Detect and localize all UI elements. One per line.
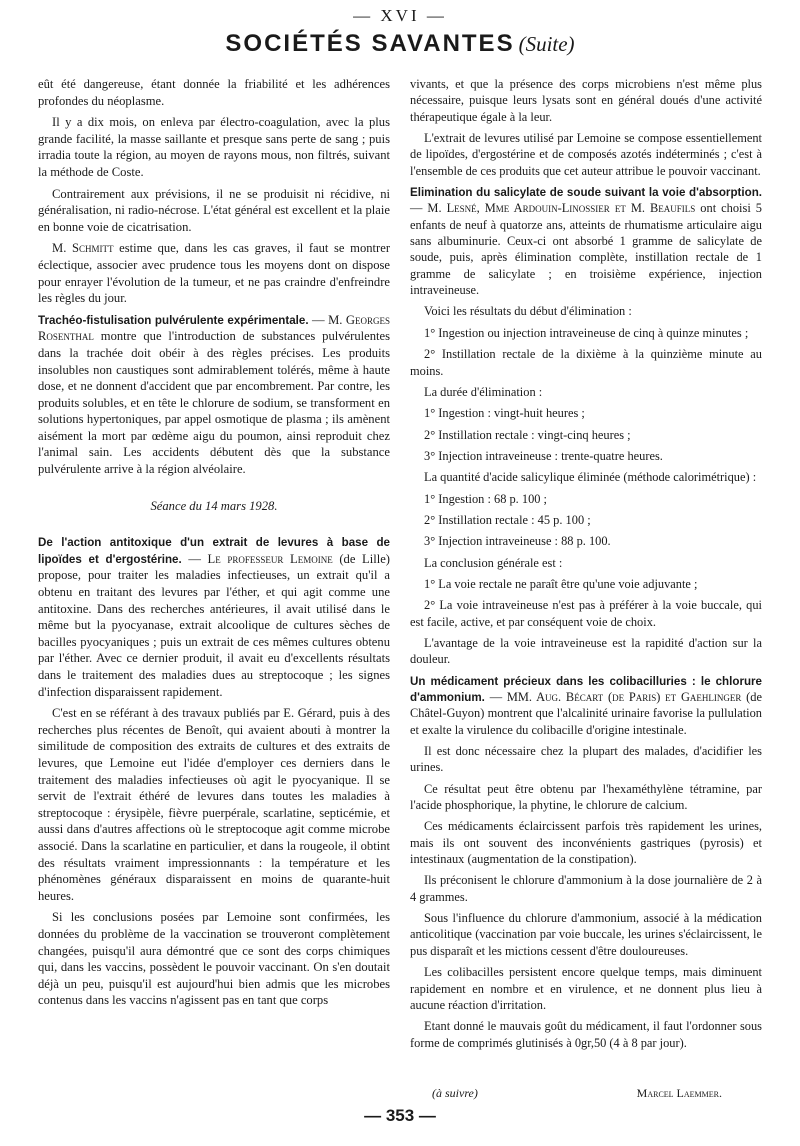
list-item: La durée d'élimination :	[424, 384, 543, 399]
article-author: — M. Lesné, Mme Ardouin-Linossier et M. Beaufils	[410, 201, 696, 216]
session-date: Séance du 14 mars 1928.	[150, 498, 278, 513]
paragraph: Ils préconisent le chlorure d'ammonium à la dose journalière de 2 à 4 grammes.	[410, 873, 762, 904]
list-item: 1° Ingestion : 68 p. 100 ;	[424, 491, 548, 506]
article-title: De l'action antitoxique d'un extrait de levures à base de lipoïdes et d'ergostérine.	[38, 536, 390, 566]
article-text: montre que l'introduction de substances pulvérulentes dans la trachée doit obéir à des règles précises. Les produits insolubles non caustiques sont admirablement tolérés, même à haute dose, et ne donnent d'accident que par encombrement. Par contre, les produits solubles, et en tête le chlorure de sodium, se transforment en solutions hypertoniques, par appel osmotique de plasma ; ils amènent aisément la mort par œdème aigu du poumon, ainsi reproduit chez l'animal sain. Les accidents débutent dès que la substance pulvérulente arrive à la région alvéolaire.	[38, 329, 390, 477]
paragraph: Ce résultat peut être obtenu par l'hexaméthylène tétramine, par l'acide phosphorique, la phytine, le chlorure de calcium.	[410, 781, 762, 813]
paragraph: L'extrait de levures utilisé par Lemoine se compose essentiellement de lipoïdes, d'ergostérine et de composés azotés indéterminés ; c'est à l'ensemble de ces produits que cet auteur attribue le pouvoir vaccinant.	[410, 131, 762, 178]
signature-line	[410, 1086, 762, 1101]
list-item: 2° Instillation rectale : vingt-cinq heures ;	[424, 427, 631, 442]
paragraph: Les colibacilles persistent encore quelque temps, mais diminuent rapidement en nombre et en virulence, et ne donnent plus lieu à aucune réaction d'irritation.	[410, 965, 762, 1012]
article-author: — M. Georges Rosenthal	[38, 312, 390, 344]
page-header	[0, 30, 800, 58]
list-item: 3° Injection intraveineuse : trente-quatre heures.	[424, 448, 663, 463]
list-item: 2° Instillation rectale de la dixième à la quinzième minute au moins.	[410, 347, 762, 378]
paragraph: Si les conclusions posées par Lemoine sont confirmées, les données du problème de la vaccination se trouveront complètement changées, puisqu'il aura démontré que ce sont des corps chimiques qui, dans les vaccins, possèdent le pouvoir vaccinant. On s'en doutait déjà un peu, puisqu'il est aujourd'hui bien admis que les microbes contenus dans les vaccins n'agissent pas en tant que corps	[38, 910, 390, 1008]
page-number: — 353 —	[364, 1106, 436, 1125]
article-title: Elimination du salicylate de soude suivant la voie d'absorption.	[410, 186, 762, 200]
paragraph: eût été dangereuse, étant donnée la friabilité et les adhérences profondes du néoplasme.	[38, 77, 390, 108]
to-be-continued: (à suivre)	[432, 1086, 478, 1100]
article-author: — MM. Aug. Bécart (de Paris) et Gaehlinger	[484, 690, 742, 704]
list-item: La quantité d'acide salicylique éliminée (méthode calorimétrique) :	[424, 470, 757, 485]
article-text: (de Lille) propose, pour traiter les maladies infectieuses, un extrait qu'il a obtenu en traitant des levures par l'éther, et qui agit comme une antitoxine. Dans des recherches antérieures, il avait utilisé dans le même but la pyocyanase, extrait alcoolique de cultures sèches de bacilles pyocyaniques ; puis un extrait de ces mêmes cultures obtenu par l'éther. Avec ce dernier produit, il avait eu d'excellents résultats dans le traitement des maladies dues au streptocoque ; les signes d'infection disparaissent rapidement.	[38, 551, 390, 699]
article-title: Un médicament précieux dans les colibacilluries : le chlorure d'ammonium.	[410, 674, 762, 704]
article-title: Trachéo-fistulisation pulvérulente expérimentale.	[38, 313, 309, 327]
list-item: La conclusion générale est :	[424, 555, 563, 570]
paragraph: Voici les résultats du début d'élimination :	[424, 304, 632, 319]
left-column	[38, 76, 390, 1014]
list-item: 1° Ingestion : vingt-huit heures ;	[424, 406, 585, 421]
paragraph: Il y a dix mois, on enleva par électro-coagulation, avec la plus grande facilité, la masse saillante et presque sans perte de sang ; puis irradia toute la région, au moyen de rayons mous, non filtrés, suivant la méthode de Coste.	[38, 115, 390, 179]
article-author: — Le professeur Lemoine	[181, 551, 333, 566]
list-item: 2° La voie intraveineuse n'est pas à préférer à la voie buccale, qui est facile, active, et par conséquent voie de choix.	[410, 598, 762, 629]
paragraph: Ces médicaments éclaircissent parfois très rapidement les urines, mais ils ont souvent des inconvénients gastriques (pyrosis) et intestinaux (augmentation de la constipation).	[410, 819, 762, 867]
paragraph: L'avantage de la voie intraveineuse est la rapidité d'action sur la douleur.	[410, 635, 762, 667]
paragraph: Contrairement aux prévisions, il ne se produisit ni récidive, ni généralisation, ni radio-nécrose. L'état général est excellent et la plaie en bonne voie de cicatrisation.	[38, 186, 390, 234]
article-signature: Marcel Laemmer.	[636, 1086, 722, 1100]
article-text: (de Châtel-Guyon) montrent que l'alcalinité urinaire favorise la pullulation et exalte la virulence du colibacille d'origine intestinale.	[410, 690, 762, 737]
right-column	[410, 76, 762, 1056]
paragraph-text: estime que, dans les cas graves, il faut se montrer éclectique, associer avec prudence tous les moyens dont on dispose pour enrayer l'évolution de la tumeur, et ne pas craindre d'enfreindre les règles du jour.	[38, 241, 391, 306]
article-text: ont choisi 5 enfants de neuf à quatorze ans, atteints de rhumatisme articulaire aigu sans albuminurie. Ceux-ci ont absorbé 1 gramme de salicylate de soude, puis, après élimination complète, instillation rectale de 1 gramme de salicylate ; en troisième expérience, injection intraveineuse.	[410, 201, 762, 298]
list-item: 1° Ingestion ou injection intraveineuse de cinq à quinze minutes ;	[424, 325, 749, 340]
section-subtitle: (Suite)	[518, 32, 575, 56]
list-item: 3° Injection intraveineuse : 88 p. 100.	[424, 534, 611, 549]
list-item: 1° La voie rectale ne paraît être qu'une voie adjuvante ;	[424, 576, 698, 591]
paragraph: Sous l'influence du chlorure d'ammonium, associé à la médication anticolitique (vaccination par voie buccale, les urines s'éclaircissent, le pus disparaît et les mictions cessent d'être douloureuses.	[410, 911, 762, 958]
section-title: SOCIÉTÉS SAVANTES	[225, 30, 515, 57]
author-name: M. Schmitt	[52, 241, 114, 256]
folio: — XVI —	[353, 6, 447, 25]
paragraph: vivants, et que la présence des corps microbiens n'est même plus nécessaire, puisque leurs lysats sont en général doués d'une activité thérapeutique égale à la leur.	[410, 77, 762, 124]
paragraph: C'est en se référant à des travaux publiés par E. Gérard, puis à des recherches plus récentes de Benoît, qui avaient abouti à montrer la similitude de composition des extraits de cultures et des extraits de levures, que Lemoine eut l'idée d'employer ces derniers dans le traitement des maladies infectieuses où agit le pyocyanique. Il se servit de l'extrait éthéré de levures dans toutes les maladies à streptocoque : érysipèle, fièvre puerpérale, scarlatine, septicémie, et aussi dans d'autres affections où le streptocoque agit comme microbe associé. Dans la scarlatine en particulier, et dans la rougeole, il obtint des résultats vraiment impressionnants : la température et les phénomènes généraux disparaissent en moins de quarante-huit heures.	[38, 706, 390, 903]
paragraph	[38, 240, 390, 306]
paragraph: Etant donné le mauvais goût du médicament, il faut l'ordonner sous forme de comprimés glutinisés à 0gr,50 (4 à 8 par jour).	[410, 1019, 762, 1050]
paragraph: Il est donc nécessaire chez la plupart des malades, d'acidifier les urines.	[410, 744, 762, 775]
list-item: 2° Instillation rectale : 45 p. 100 ;	[424, 512, 591, 527]
